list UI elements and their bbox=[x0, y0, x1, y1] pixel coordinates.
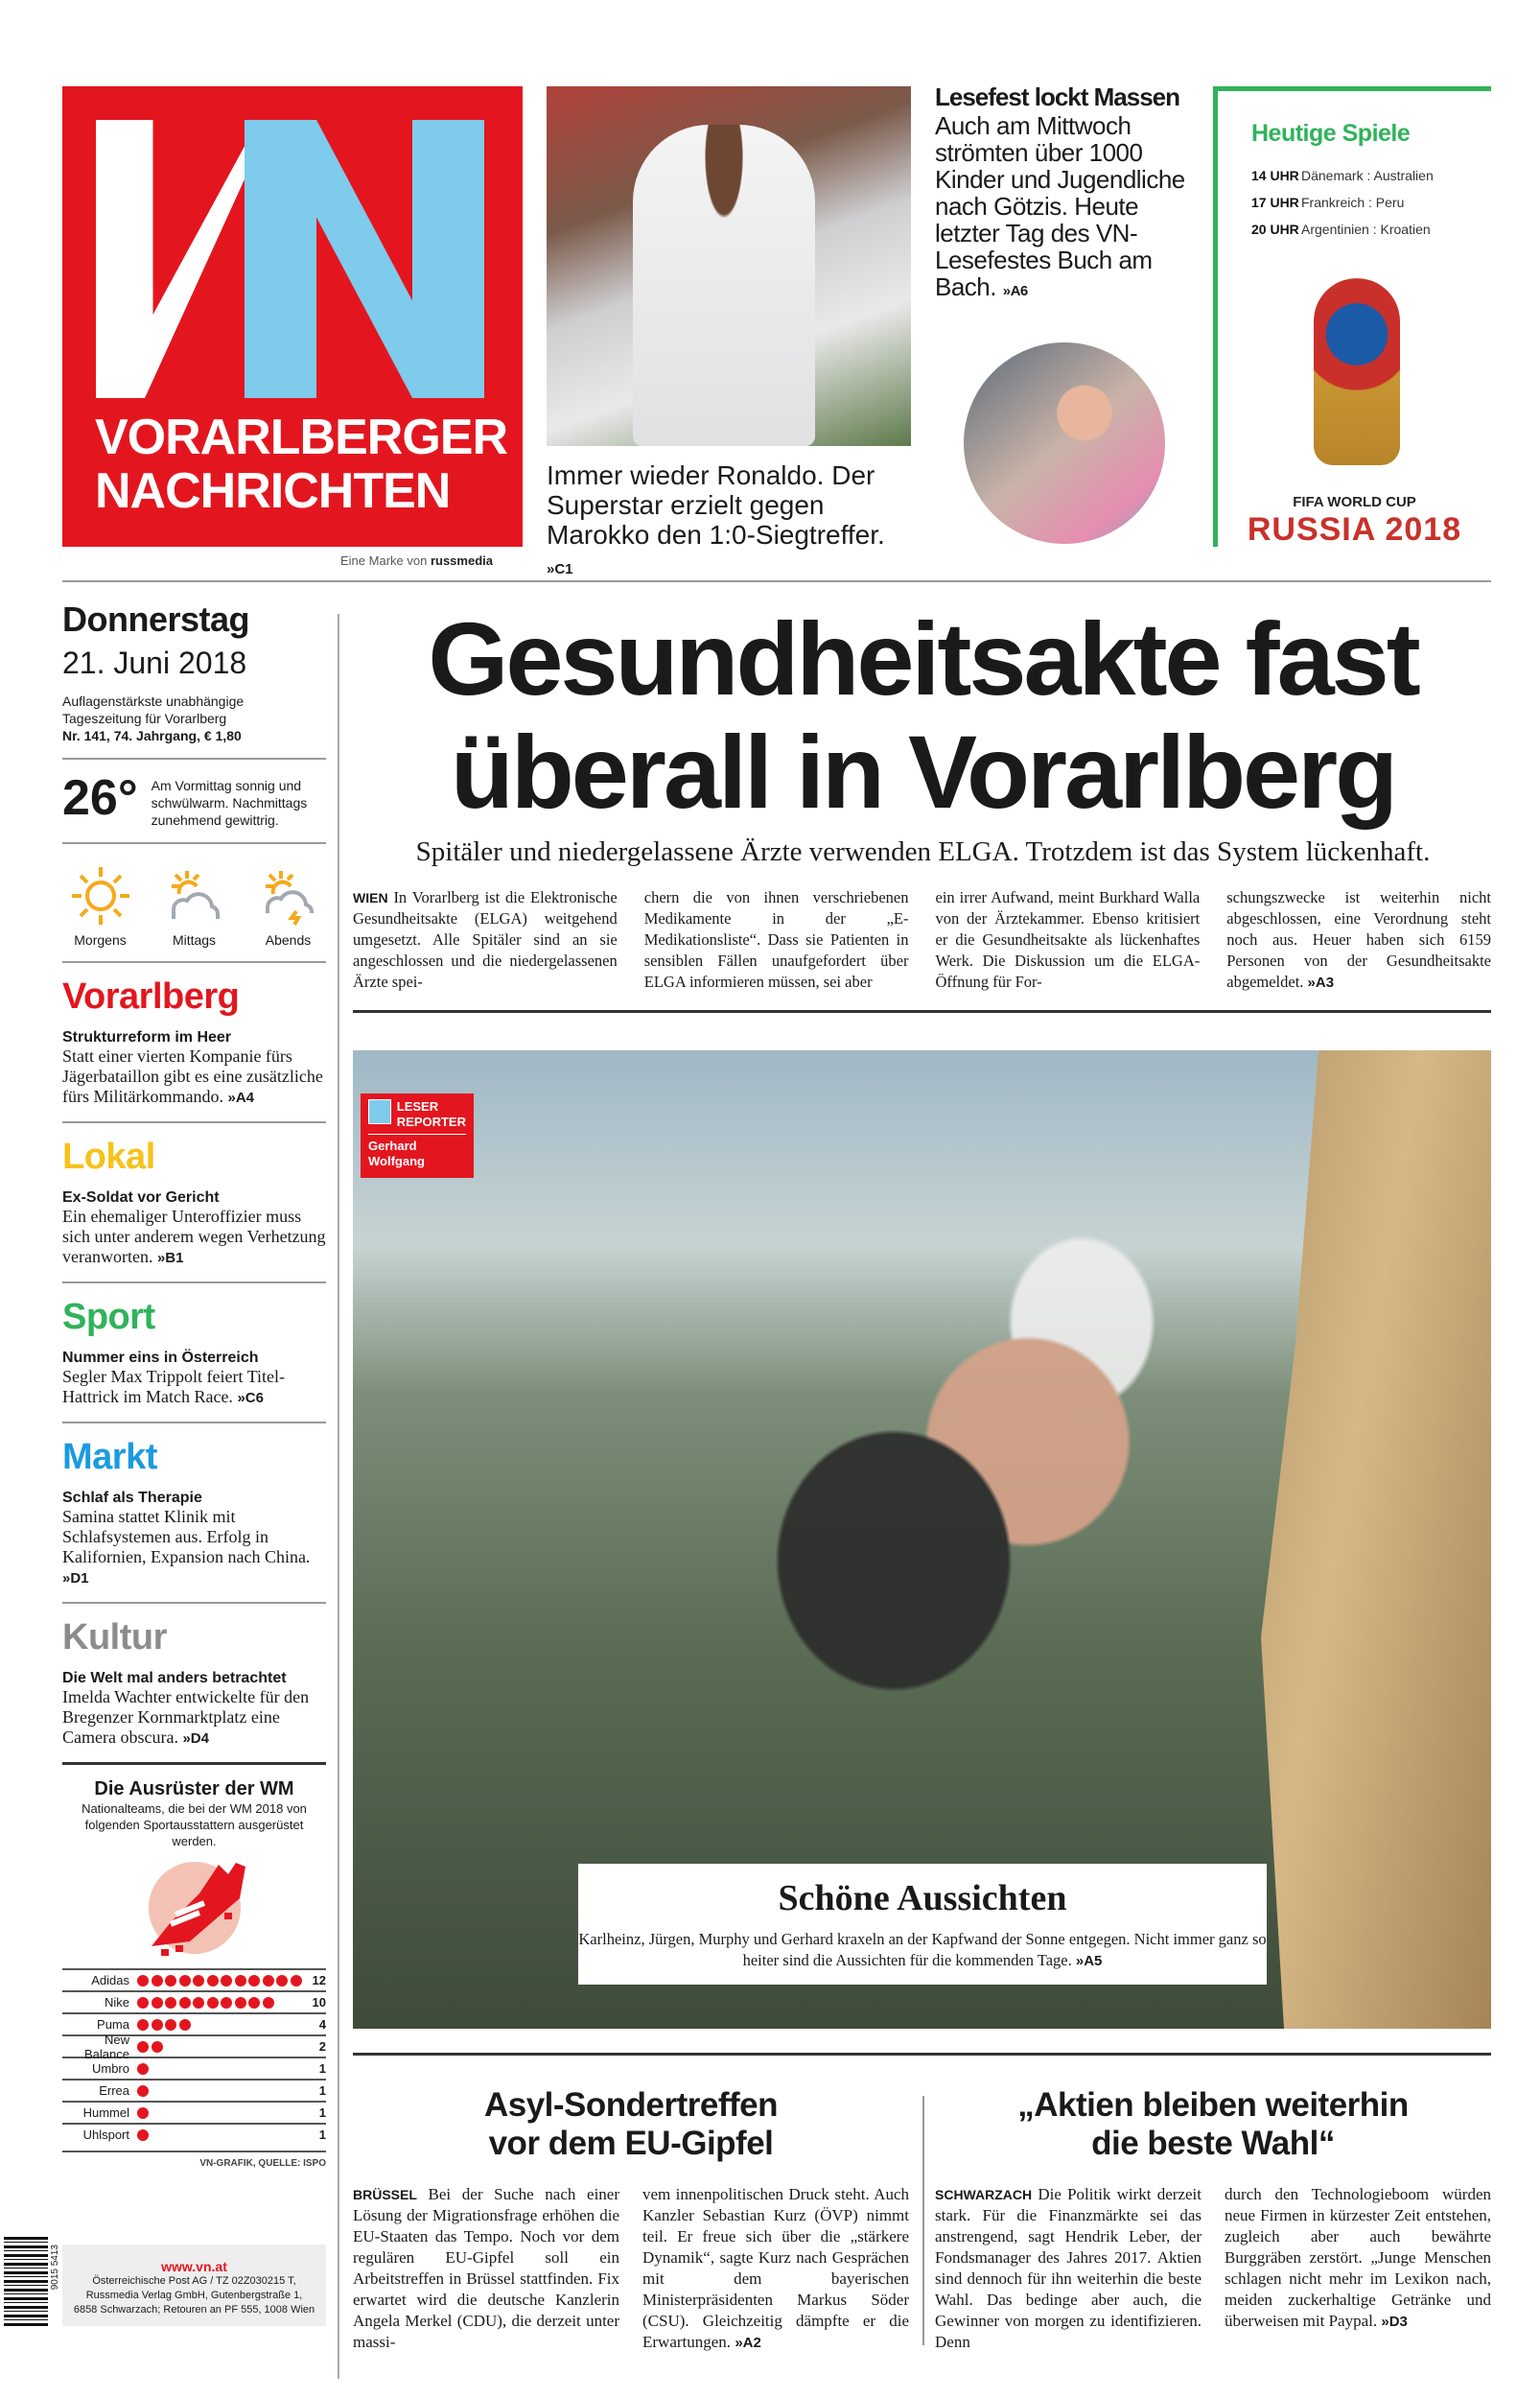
page-ref: »C6 bbox=[237, 1390, 264, 1406]
section-teaser-vorarlberg[interactable] bbox=[62, 976, 326, 1108]
page-ref: »A3 bbox=[1307, 975, 1335, 991]
wm-outfitters-graphic bbox=[62, 1778, 326, 2169]
article-aktien[interactable] bbox=[935, 2086, 1491, 2353]
dot-bar bbox=[137, 2085, 305, 2097]
weather-summary bbox=[62, 770, 326, 829]
world-cup-trophy-logo bbox=[1314, 278, 1400, 465]
logo-line1: VORARLBERGER bbox=[95, 410, 508, 465]
photo-title: Schöne Aussichten bbox=[778, 1878, 1067, 1918]
badge-line: REPORTER bbox=[396, 1115, 466, 1129]
game-row bbox=[1251, 222, 1431, 237]
outfitter-row bbox=[62, 2123, 326, 2145]
brand-name: Errea bbox=[99, 2083, 129, 2098]
football-boot-icon bbox=[132, 1855, 257, 1961]
body-text: Die Politik wirkt derzeit stark. Für die Finanzmärkte sei das anstrengend, sagt Hendrik Leber, der Fondsmanager des Jahres 2017. Aktien sind dennoch für ihn weiterhin die beste Wahl. Das bedinge aber auch, die Gewinner von morgen zu identifizieren. Denn bbox=[935, 2185, 1202, 2351]
body-text: vem innenpolitischen Druck steht. Auch Kanzler Sebastian Kurz (ÖVP) nimmt teil. Er freue sich über die „stärkere Dynamik“, sagte Kurz nach Gesprächen mit dem bayerischen Ministerpräsidenten Markus Söder (CSU). Gleichzeitig dämpfte er die Erwartungen. bbox=[642, 2185, 909, 2351]
photo-caption-box bbox=[578, 1864, 1267, 1985]
team-dot bbox=[263, 1997, 274, 2009]
headline-line: die beste Wahl“ bbox=[1091, 2125, 1335, 2162]
dot-bar bbox=[137, 2063, 305, 2075]
divider bbox=[353, 2053, 1491, 2056]
dateline: WIEN bbox=[353, 890, 388, 905]
section-title: Die Welt mal anders betrachtet bbox=[62, 1670, 287, 1686]
ronaldo-photo[interactable] bbox=[547, 86, 911, 446]
dot-bar bbox=[137, 2041, 305, 2053]
team-dot bbox=[137, 1975, 149, 1987]
team-dot bbox=[221, 1975, 232, 1987]
team-dot bbox=[165, 1997, 176, 2009]
section-heading: Sport bbox=[62, 1297, 155, 1337]
headline-line: vor dem EU-Gipfel bbox=[488, 2125, 774, 2162]
rock-wall bbox=[1261, 1050, 1491, 2029]
brand-note bbox=[340, 553, 493, 568]
divider bbox=[62, 1762, 326, 1765]
section-title: Strukturreform im Heer bbox=[62, 1029, 232, 1046]
wm-games-box bbox=[1213, 86, 1491, 547]
brand-name: New Balance bbox=[84, 2032, 129, 2061]
logo-wordmark bbox=[62, 411, 523, 518]
masthead-divider bbox=[62, 580, 1491, 582]
game-row bbox=[1251, 168, 1434, 183]
team-dot bbox=[207, 1997, 219, 2009]
brand-note-prefix: Eine Marke von bbox=[340, 553, 428, 568]
dot-bar bbox=[137, 1997, 305, 2009]
climbers-photo[interactable] bbox=[353, 1050, 1491, 2029]
graphic-title: Die Ausrüster der WM bbox=[94, 1778, 294, 1799]
team-dot bbox=[137, 2107, 149, 2119]
weather-forecast bbox=[62, 858, 326, 948]
team-dot bbox=[193, 1975, 204, 1987]
thunderstorm-icon bbox=[258, 865, 319, 927]
team-dot bbox=[165, 2019, 176, 2031]
page-ref: »B1 bbox=[156, 1250, 184, 1266]
game-match: Argentinien : Kroatien bbox=[1301, 222, 1431, 237]
column-divider bbox=[922, 2096, 924, 2345]
outfitter-row bbox=[62, 1990, 326, 2012]
divider bbox=[353, 1010, 1491, 1013]
outfitter-row bbox=[62, 2079, 326, 2101]
headline-line: überall in Vorarlberg bbox=[450, 714, 1396, 830]
team-dot bbox=[248, 1975, 260, 1987]
outfitter-row bbox=[62, 2101, 326, 2123]
leser-reporter-badge bbox=[361, 1093, 474, 1178]
dateline: SCHWARZACH bbox=[935, 2187, 1033, 2202]
divider bbox=[62, 1281, 326, 1283]
website-link[interactable]: www.vn.at bbox=[161, 2259, 227, 2274]
outfitter-row bbox=[62, 1968, 326, 1990]
body-text: In Vorarlberg ist die Elektronische Gesundheitsakte (ELGA) weitgehend umgesetzt. Alle Spitäler sind an sie angeschlossen und die niedergelassenen Ärzte spei- bbox=[353, 888, 618, 991]
wm-logo-line2: RUSSIA 2018 bbox=[1247, 511, 1462, 548]
divider bbox=[62, 758, 326, 760]
game-time: 14 UHR bbox=[1251, 168, 1299, 183]
body-text: schungszwecke ist weiterhin nicht abgeschlossen, eine Verordnung steht noch aus. Heuer haben sich 6159 Personen von der Gesundheitsakte abgemeldet. bbox=[1226, 888, 1491, 991]
team-count: 10 bbox=[312, 1995, 326, 2010]
game-time: 20 UHR bbox=[1251, 222, 1299, 237]
lesefest-photo[interactable] bbox=[964, 342, 1165, 544]
headline-line: „Aktien bleiben weiterhin bbox=[1017, 2086, 1409, 2124]
forecast-label: Mittags bbox=[172, 932, 217, 948]
lead-headline[interactable] bbox=[355, 602, 1491, 829]
page-ref: »A4 bbox=[227, 1090, 255, 1106]
team-count: 1 bbox=[318, 2061, 326, 2076]
team-dot bbox=[137, 2129, 149, 2141]
body-text: ein irrer Aufwand, meint Burkhard Walla von der Ärztekammer. Ebenso kritisiert er die Gesundheitsakte als lückenhaftes Werk. Die Diskussion um die ELGA-Öffnung für For- bbox=[935, 888, 1201, 991]
sun-cloud-icon bbox=[164, 865, 225, 927]
page-ref: »A2 bbox=[735, 2335, 761, 2351]
team-dot bbox=[291, 1975, 302, 1987]
team-dot bbox=[179, 2019, 191, 2031]
lesefest-title: Lesefest lockt Massen bbox=[935, 82, 1180, 111]
team-dot bbox=[137, 2063, 149, 2075]
dot-bar bbox=[137, 2107, 305, 2119]
headline-line: Asyl-Sondertreffen bbox=[483, 2086, 779, 2124]
edition-date: 21. Juni 2018 bbox=[62, 646, 247, 680]
brand-name: Hummel bbox=[82, 2105, 129, 2120]
body-text: Bei der Suche nach einer Lösung der Migrationsfrage erhöhen die EU-Staaten das Tempo. Noch vor dem regulären EU-Gipfel soll ein Arbeitstreffen in Brüssel stattfinden. Fix erwartet wird die deutsche Kanzlerin Angela Merkel (CDU), die derzeit unter massi- bbox=[353, 2185, 619, 2351]
forecast-evening bbox=[252, 865, 324, 948]
edition-info: Auflagenstärkste unabhängige bbox=[62, 694, 245, 709]
game-match: Dänemark : Australien bbox=[1301, 168, 1434, 183]
vn-mini-logo bbox=[368, 1099, 391, 1124]
edition-info: Tageszeitung für Vorarlberg bbox=[62, 711, 227, 726]
brand-name: Uhlsport bbox=[82, 2128, 129, 2142]
section-title: Ex-Soldat vor Gericht bbox=[62, 1189, 220, 1206]
body-text: durch den Technologieboom würden neue Firmen in kürzester Zeit entstehen, zugleich aber auch bewährte Burggräben zerstört. „Junge Menschen schlagen nicht mehr im Lexikon nach, meiden zuckerhaltige Getränke und überweisen mit Paypal. bbox=[1225, 2185, 1491, 2330]
imprint-line: Russmedia Verlag GmbH, Gutenbergstraße 1, bbox=[85, 2290, 303, 2301]
team-count: 2 bbox=[318, 2039, 326, 2054]
ronaldo-teaser[interactable] bbox=[547, 460, 911, 584]
team-dot bbox=[152, 2041, 163, 2053]
forecast-midday bbox=[158, 865, 230, 948]
section-heading: Markt bbox=[62, 1437, 157, 1477]
wm-box-title: Heutige Spiele bbox=[1251, 120, 1411, 147]
barcode-number: 9015 5413 bbox=[50, 2245, 60, 2291]
team-count: 1 bbox=[318, 2128, 326, 2142]
ronaldo-caption: Immer wieder Ronaldo. Der Superstar erzielt gegen Marokko den 1:0-Siegtreffer. bbox=[547, 460, 885, 550]
logo-n-shape bbox=[245, 120, 484, 398]
photographer: Gerhard bbox=[368, 1139, 417, 1153]
section-title: Schlaf als Therapie bbox=[62, 1490, 202, 1506]
team-dot bbox=[235, 1997, 246, 2009]
lead-body bbox=[353, 887, 1491, 994]
brand-name: Nike bbox=[104, 1995, 129, 2010]
section-body: Ein ehemaliger Unteroffizier muss sich unter anderem wegen Verhetzung veranworten. bbox=[62, 1207, 326, 1266]
climbers-figures bbox=[679, 1204, 1216, 1798]
team-dot bbox=[263, 1975, 274, 1987]
page-ref: »D1 bbox=[62, 1570, 89, 1587]
lesefest-body: Auch am Mittwoch strömten über 1000 Kinder und Jugendliche nach Götzis. Heute letzter Tag des VN-Lesefestes Buch am Bach. bbox=[935, 111, 1185, 301]
team-dot bbox=[248, 1997, 260, 2009]
dateline: BRÜSSEL bbox=[353, 2187, 417, 2202]
section-teaser-markt[interactable] bbox=[62, 1437, 326, 1588]
team-dot bbox=[152, 2019, 163, 2031]
team-dot bbox=[137, 1997, 149, 2009]
game-time: 17 UHR bbox=[1251, 195, 1299, 210]
edition-issue: Nr. 141, 74. Jahrgang, € 1,80 bbox=[62, 728, 242, 743]
game-match: Frankreich : Peru bbox=[1301, 195, 1405, 210]
headline-line: Gesundheitsakte fast bbox=[428, 600, 1418, 717]
weather-text: Am Vormittag sonnig und schwülwarm. Nachmittags zunehmend gewittrig. bbox=[151, 778, 308, 828]
logo-line2: NACHRICHTEN bbox=[95, 463, 451, 519]
dot-bar bbox=[137, 2129, 305, 2141]
brand-name: Adidas bbox=[91, 1973, 129, 1987]
graphic-source: VN-GRAFIK, QUELLE: ISPO bbox=[62, 2151, 326, 2169]
team-dot bbox=[235, 1975, 246, 1987]
page-ref: »D4 bbox=[182, 1730, 209, 1747]
team-dot bbox=[152, 1997, 163, 2009]
left-column bbox=[62, 600, 326, 2169]
team-count: 1 bbox=[318, 2105, 326, 2120]
masthead-logo[interactable] bbox=[62, 86, 523, 547]
imprint-footer bbox=[62, 2245, 326, 2326]
sun-icon bbox=[70, 865, 131, 927]
section-body: Segler Max Trippolt feiert Titel-Hattrick im Match Race. bbox=[62, 1367, 286, 1406]
brand-note-name: russmedia bbox=[430, 553, 493, 568]
divider bbox=[62, 842, 326, 844]
player-figure bbox=[633, 125, 815, 446]
divider bbox=[62, 961, 326, 963]
section-heading: Kultur bbox=[62, 1617, 167, 1657]
photographer: Wolfgang bbox=[368, 1154, 425, 1168]
brand-name: Puma bbox=[97, 2017, 129, 2032]
forecast-morning bbox=[64, 865, 136, 948]
section-body: Imelda Wachter entwickelte für den Bregenzer Kornmarktplatz eine Camera obscura. bbox=[62, 1687, 310, 1747]
team-count: 12 bbox=[312, 1973, 326, 1987]
team-dot bbox=[179, 1997, 191, 2009]
dot-bar bbox=[137, 1975, 305, 1987]
temperature: 26° bbox=[62, 770, 138, 826]
section-teaser-lokal[interactable] bbox=[62, 1137, 326, 1268]
page-ref: »A5 bbox=[1075, 1953, 1103, 1969]
page-ref: »A6 bbox=[1002, 283, 1028, 299]
section-teaser-sport[interactable] bbox=[62, 1297, 326, 1408]
divider bbox=[62, 1422, 326, 1423]
team-dot bbox=[179, 1975, 191, 1987]
column-divider bbox=[338, 614, 339, 2379]
team-dot bbox=[276, 1975, 288, 1987]
section-title: Nummer eins in Österreich bbox=[62, 1350, 259, 1366]
outfitter-row bbox=[62, 2032, 326, 2061]
imprint-line: 6858 Schwarzach; Retouren an PF 555, 1008 Wien bbox=[73, 2304, 315, 2316]
imprint-line: Österreichische Post AG / TZ 02Z030215 T, bbox=[92, 2275, 296, 2287]
forecast-label: Morgens bbox=[74, 932, 127, 948]
forecast-label: Abends bbox=[265, 932, 312, 948]
page-ref: »C1 bbox=[547, 561, 573, 577]
page-ref: »D3 bbox=[1381, 2314, 1408, 2330]
team-dot bbox=[207, 1975, 219, 1987]
dot-bar bbox=[137, 2019, 305, 2031]
section-heading: Lokal bbox=[62, 1137, 155, 1177]
lesefest-teaser[interactable] bbox=[935, 82, 1209, 305]
divider bbox=[62, 1121, 326, 1123]
section-heading: Vorarlberg bbox=[62, 976, 240, 1017]
section-body: Samina stattet Klinik mit Schlafsystemen aus. Erfolg in Kalifornien, Expansion nach China. bbox=[62, 1507, 311, 1566]
divider bbox=[62, 1602, 326, 1604]
logo-v-shape bbox=[96, 120, 259, 398]
wm-logo-line1: FIFA WORLD CUP bbox=[1293, 494, 1416, 510]
article-asyl[interactable] bbox=[353, 2086, 909, 2354]
brand-name: Umbro bbox=[91, 2061, 129, 2076]
section-teaser-kultur[interactable] bbox=[62, 1617, 326, 1749]
team-dot bbox=[165, 1975, 176, 1987]
team-dot bbox=[221, 1997, 232, 2009]
photo-caption: Karlheinz, Jürgen, Murphy und Gerhard kraxeln an der Kapfwand der Sonne entgegen. Nicht immer ganz so heiter sind die Aussichten für die kommenden Tage. bbox=[578, 1930, 1267, 1969]
edition-day: Donnerstag bbox=[62, 600, 250, 639]
graphic-subtitle: Nationalteams, die bei der WM 2018 von folgenden Sportausstattern ausgerüstet werden. bbox=[82, 1801, 307, 1848]
team-count: 4 bbox=[318, 2017, 326, 2032]
section-body: Statt einer vierten Kompanie fürs Jägerbataillon gibt es eine zusätzliche fürs Militärkommando. bbox=[62, 1046, 323, 1106]
lead-subhead: Spitäler und niedergelassene Ärzte verwenden ELGA. Trotzdem ist das System lückenhaft. bbox=[415, 836, 1431, 867]
game-row bbox=[1251, 195, 1404, 210]
team-dot bbox=[137, 2085, 149, 2097]
team-dot bbox=[193, 1997, 204, 2009]
badge-line: LESER bbox=[396, 1099, 439, 1114]
team-dot bbox=[137, 2041, 149, 2053]
team-dot bbox=[137, 2019, 149, 2031]
body-text: chern die von ihnen verschriebenen Medikamente in der „E-Medikationsliste“. Dass sie Patienten in sensiblen Fällen unaufgefordert über ELGA informieren müssen, sei aber bbox=[643, 888, 909, 991]
team-dot bbox=[152, 1975, 163, 1987]
barcode bbox=[4, 2237, 48, 2328]
team-count: 1 bbox=[318, 2083, 326, 2098]
